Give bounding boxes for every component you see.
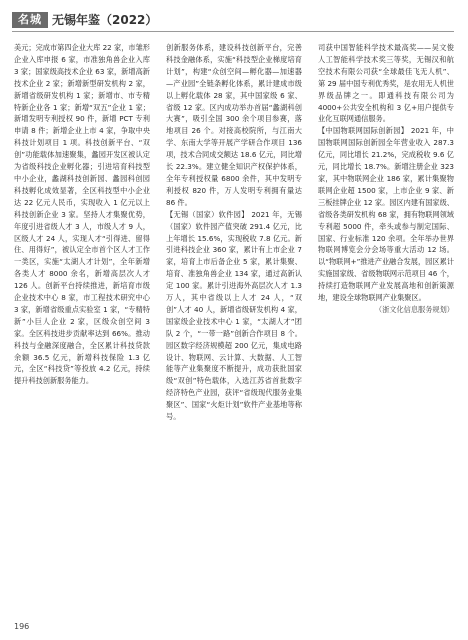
yearbook-logo: 名城 xyxy=(12,12,48,28)
text-column-left xyxy=(14,42,150,614)
book-title: 无锡年鉴（2022） xyxy=(52,13,158,27)
section-software-park: 【无锡（国家）软件园】 2021 年，无锡（国家）软件园产值突破 291.4 亿元，比上年增长 15.6%，实现税收 7.8 亿元。新引进科技企业 360 家，累计有上市企业 7 家，培育上市后备企业 5 家，累计集聚、培育、准独角兽企业 134 家，通过高新认定 100 家。累计引进海外高层次人才 1.3 万人，其中省级以上人才 24 人，“双创”人才 40 人，新增省级研发机构 4 家，国家级企业技术中心 1 家，“太湖人才”团队 2 个，“一带一路”创新合作项目 8 个。园区数字经济规模超 200 亿元，集成电路设计、物联网、云计算、大数据、人工智能等产业集聚度不断提升，成功获批国家级“双创”特色载体，入选江苏省首批数字经济特色产业园，获评“省级现代服务业集聚区”、国家“火炬计划”软件产业基地等称号。 xyxy=(166,209,302,422)
section-iot-park: 【中国物联网国际创新园】 2021 年，中国物联网国际创新园全年营业收入 287.3 亿元，同比增长 21.2%，完成税收 9.6 亿元，同比增长 18.7%。新增注册企业 323 家，其中物联网企业 186 家，累计集聚物联网企业超 1500 家，上市企业 9 家、新三板挂牌企业 12 家。园区内建有国家级、省级各类研发机构 68 家，拥有物联网领域专利超 5000 件，牵头或参与制定国际、国家、行业标准 120 余项。全年举办世界物联网博览会分会场等重大活动 12 场。以“物联网+”推进产业融合发展，园区累计实施国家级、省级物联网示范项目 46 个，持续打造物联网产业发展高地和创新策源地，建设全球物联网产业集聚区。 xyxy=(318,126,454,303)
page-number: 196 xyxy=(14,622,30,631)
text-column-middle xyxy=(166,42,302,614)
paragraph: 司获中国智能科学技术最高奖——吴文俊人工智能科学技术奖三等奖，无锡汉和航空技术有限公司获“全球最佳飞无人机”、第 29 届中国专利优秀奖，是农用无人机世界级品牌之一。即通科技有限公司为 4000+公共安全机构和 3 亿+用户提供专业化互联网通信服务。 xyxy=(318,43,454,124)
page-header xyxy=(0,0,468,34)
continuation-note: （浙文化信息服务规划） xyxy=(374,304,454,314)
paragraph: 创新服务体系，建设科技创新平台，完善科技金融体系，实施“科技型企业梯度培育计划”，构建“众创空间—孵化器—加速器—产业园”全链条孵化体系，累计建成市级以上孵化载体 28 家，其中国家级 6 家、省级 12 家。区内成功举办首届“蠡湖科创大赛”，吸引全国 300 余个项目参赛，落地项目 26 个。对接高校院所，与江南大学、东南大学等开展产学研合作项目 136 项，技术合同成交额达 18.6 亿元，同比增长 22.3%。建立健全知识产权保护体系，全年专利授权量 6800 余件，其中发明专利授权 820 件，万人发明专利拥有量达 86 件。 xyxy=(166,43,302,207)
header-rule xyxy=(12,31,454,32)
paragraph: 美元；完成市第四企业大库 22 家，市雏形企业入库申报 6 家，市准独角兽企业入库 3 家；国家级高技术企业 63 家，新增高新技术企业 2 家；新增新型研发机构 2 家，新增省级研发机构 1 家；新增市、市专精特新企业各 1 家；新增“双五”企业 1 家；新增发明专利授权 90 件，新增 PCT 专利申请 8 件；新增企业上市 4 家，争取中央科技计划项目 1 项。科技创新平台、“双创”功能载体加速聚集，蠡园开发区被认定为省级科技企业孵化器；引进培育科技型中小企业，蠡湖科技创新园、蠡园科创园科技孵化成效显著，全区科技型中小企业达 22 亿元人民币，实现收入 1 亿元以上科技创新企业 3 家。坚持人才集聚优势，年度引进省级人才 3 人，市级人才 9 人，区级人才 24 人，实现人才“引得进、留得住、用得好”，被认定全市首个区人才工作一类区，实施“太湖人才计划”，全年新增各类人才 8000 余名，新增高层次人才 126 人。创新平台持续推进，新培育市级企业技术中心 8 家，市工程技术研究中心 3 家，新增省级重点实验室 1 家，“专精特新”小巨人企业 2 家，区级众创空间 3 家。全区科技进步贡献率达到 66%。推动科技与金融深度融合，全区累计科技贷款余额 36.5 亿元，新增科技保险 1.3 亿元，全区“科技贷”等投放 4.2 亿元，持续提升科技创新服务能力。 xyxy=(14,43,150,386)
text-column-right xyxy=(318,42,454,614)
article-body xyxy=(14,42,454,614)
